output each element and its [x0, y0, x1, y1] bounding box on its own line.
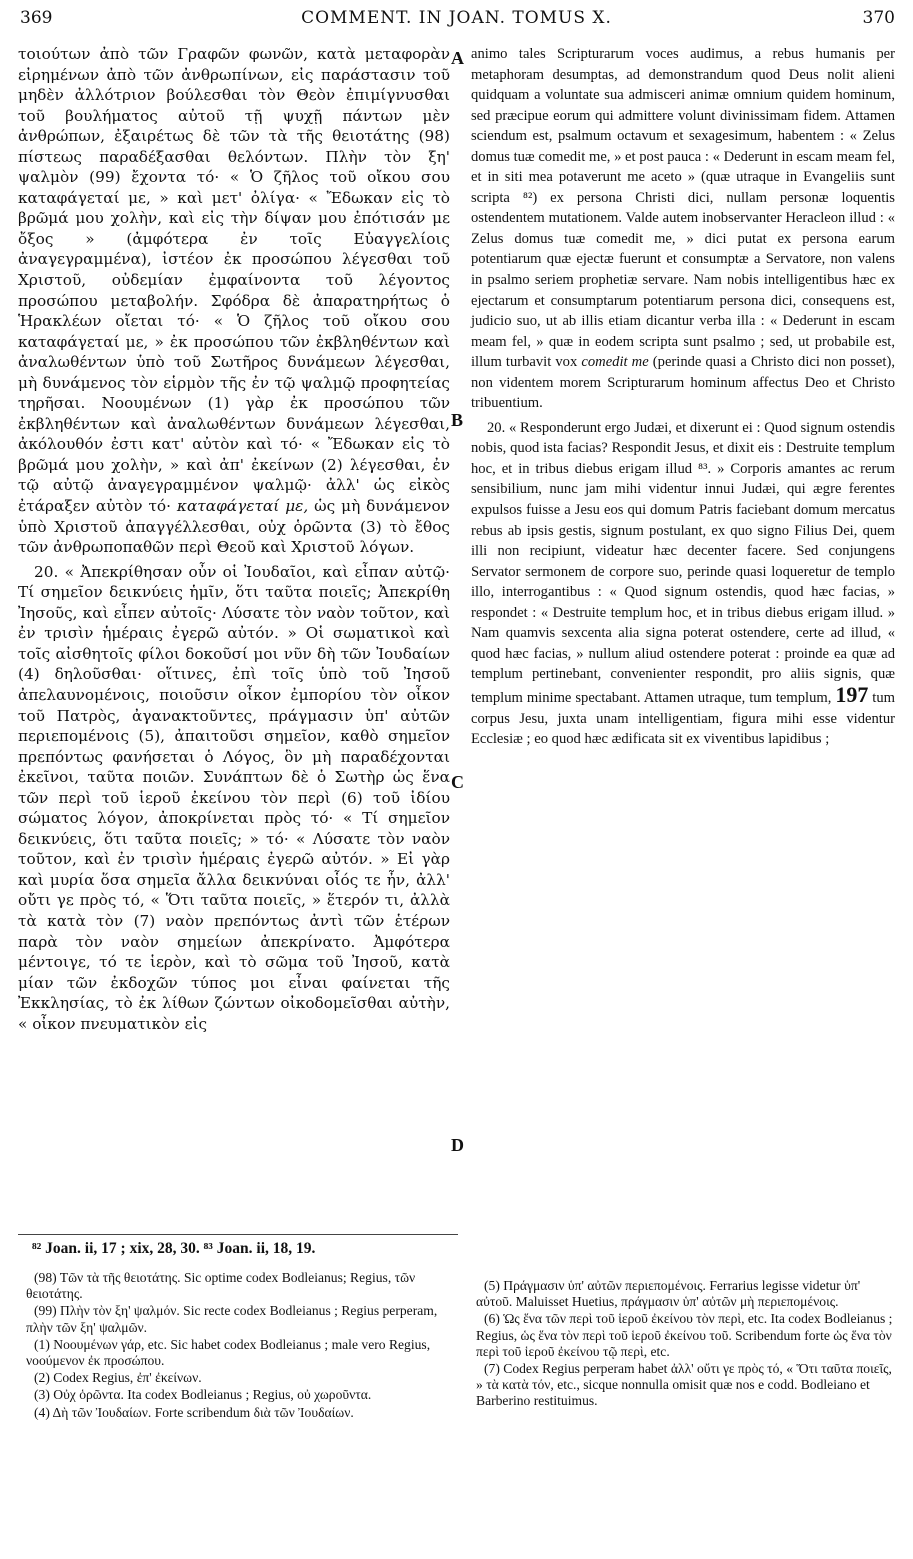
margin-mark-a: A	[451, 48, 464, 68]
latin-italic: comedit me	[581, 354, 649, 371]
footnote: (3) Οὐχ ὁρῶντα. Ita codex Bodleianus ; Regius, οὐ χωροῦντα.	[34, 1387, 372, 1403]
greek-paragraph-2: 20. « Ἀπεκρίθησαν οὖν οἱ Ἰουδαῖοι, καὶ εἶπαν αὐτῷ· Τί σημεῖον δεικνύεις ἡμῖν, ὅτι ταῦτα ποιεῖς; Ἀπεκρίθη Ἰησοῦς, καὶ εἶπεν αὐτοῖς· Λύσατε τὸν ναὸν τοῦτον, καὶ ἐν τρισὶν ἡμέραις ἐγερῶ αὐτόν. » Οἱ σωματικοὶ καὶ τοῖς αἰσθητοῖς φίλοι δοκοῦσί μοι νῦν δὴ τῶν Ἰουδαίων (4) δηλοῦσθαι· οἵτινες, ἐπὶ τοῖς ὑπὸ τοῦ Ἰησοῦ ἀπελαυνομένοις, ποιοῦσιν οἶκον ἐμπορίου τὸν οἶκον τοῦ Πατρὸς, ἀγανακτοῦντες, πράγμασιν ὑπ' αὐτῶν περιεπομένοις (5), ἀπαιτοῦσι σημεῖον, καθὸ σημεῖον πρεπόντως φανήσεται ὁ Λόγος, ὃν μὴ παραδέχονται ἐκεῖνοι, ταῦτα ποιῶν. Συνάπτων δὲ ὁ Σωτὴρ ὡς ἕνα τῶν περὶ τοῦ ἱεροῦ ἐκείνου τὸν περὶ (6) τοῦ ἰδίου σώματος λόγον, ἀποκρίνεται πρὸς τό· « Τί σημεῖον δεικνύεις, ὅτι ταῦτα ποιεῖς; » τό· « Λύσατε τὸν ναὸν τοῦτον, καὶ ἐν τρισὶν ἡμέραις ἐγερῶ αὐτόν. » Εἰ γὰρ καὶ μυρία ὅσα σημεῖα ἄλλα δεικνύναι οἷός τε ἦν, ἀλλ' οὔτι γε πρὸς τό, « Ὅτι ταῦτα ποιεῖς, » ἕτερόν τι, ἀλλὰ τὰ κατὰ τὸν (7) ναὸν πρεπόντως ἀντὶ τῶν ἑτέρων παρὰ τὸν ναὸν σημείων ἀπεκρίνατο. Ἀμφότερα μέντοιγε, τό τε ἱερὸν, καὶ τὸ σῶμα τοῦ Ἰησοῦ, κατὰ μίαν τῶν ἐκδοχῶν τύπος μοι εἶναι φαίνεται τῆς Ἐκκλησίας, τὸ ἐκ λίθων ζώντων οἰκοδομεῖσθαι αὐτὴν, « οἶκον πνευματικὸν εἰς	[18, 562, 450, 1033]
latin-paragraph-2	[471, 418, 895, 750]
latin-paragraph-1	[471, 44, 895, 414]
greek-column	[18, 44, 450, 1034]
footnote: (6) Ὡς ἕνα τῶν περὶ τοῦ ἱεροῦ ἐκείνου τὸν περὶ, etc. Ita codex Bodleianus ; Regius, ὡς ἕνα τὸν περὶ τοῦ ἱεροῦ ἐκείνου τοῦ. Scribendum forte ὡς ἕνα τὸν περὶ τοῦ ἱεροῦ ἐκείνου τῷ περὶ, etc.	[476, 1311, 893, 1359]
margin-mark-b: B	[451, 410, 464, 430]
footnote: (7) Codex Regius perperam habet ἀλλ' οὔτι γε πρὸς τό, « Ὅτι ταῦτα ποιεῖς, » τὰ κατὰ τόν, etc., sicque nonnulla omisit quæ nos e codd. Bodleiano et Barberino restituimus.	[476, 1361, 892, 1409]
latin-text-2a: 20. « Responderunt ergo Judæi, et dixerunt ei : Quod signum ostendis nobis, quod ista facias? Respondit Jesus, et dixit eis : Destruite templum hoc, et in tribus diebus erigam illud ⁸³. » Corporis amantes ac rerum sensibilium, nunc jam mihi videntur innui Judæi, qui ægre ferentes expulsos fuisse a Jesu eos qui domum Patris faciebant domum mercatus rebus ab ipsis gestis, signum postulant, ex quo signo Filius Dei, quem illi non recipiunt, videatur hæc decenter facere. Sed conjungens Servator sermonem de corpore suo, perinde quasi loqueretur de templo illo, interrogantibus : « Quod signum ostendis, quod hæc facias, » respondet : « Destruite templum hoc, et in tribus diebus erigam illud. » Nam quamvis sexcenta alia signa poterat ostendere, certe ad illud, « quod hæc facias, » nullum aliud ostendere poterat : proinde ea quæ ad templum pertinebant, convenienter respondit, pro aliis signis, quæ templum minime spectabant. Attamen utraque, tum templum,	[471, 419, 895, 706]
footnote: (98) Τῶν τὰ τῆς θειοτάτης. Sic optime codex Bodleianus; Regius, τῶν θειοτάτης.	[26, 1270, 416, 1302]
latin-text: animo tales Scripturarum voces audimus, a rebus humanis per metaphoram desumptas, ad demonstrandum quod Deus nolit alieni quidquam a voluntate sua admisceri animæ omnium quidem hominum, sed præcipue eorum qui admittere volunt divinissimam fidem. Attamen sciendum est, psalmum octavum et sexagesimum, habentem : « Zelus domus tuæ comedit me, » et post pauca : « Dederunt in escam meam fel, et in siti mea potaverunt me aceto » (quæ utraque in Evangeliis sunt scripta ⁸²) ex persona Christi dici, nullam personæ loquentis ostendentem mutationem. Valde autem inobservanter Heracleon illud : « Zelus domus tuæ comedit me, » dici putat ex persona earum potentiarum quæ ejectæ fuerunt et consumptæ a Servatore, non valens in psalmo seriem prophetiæ servare. Nam nobis intelligentibus hæc ex ejectarum et consumptarum potentiarum persona dici, consequens est, judicio suo, ut ab illis etiam dicantur verba illa : « Dederunt in escam meam fel, » quæ in eodem scripta sunt psalmo ; sed, ut probabile est, illum turbavit vox	[471, 46, 895, 371]
footnotes-left	[26, 1270, 456, 1422]
latin-text-2b: tum corpus Jesu, juxta unam intelligentiam, figura mihi esse videntur Ecclesiæ ; eo quod hæc ædificata sit ex viventibus lapidibus ;	[471, 689, 895, 748]
greek-italic: καταφάγεταί με,	[176, 497, 309, 516]
greek-text-end: ὡς μὴ δυνάμενον ὑπὸ Χριστοῦ ἀπαγγέλλεσθαι, οὐχ ὁρῶντα (3) τὸ ἔθος τῶν ἀνθρωποπαθῶν περὶ Θεοῦ καὶ Χριστοῦ λόγων.	[18, 497, 450, 557]
footnote: (1) Νοουμένων γάρ, etc. Sic habet codex Bodleianus ; male vero Regius, νοούμενον ἐκ προσώπου.	[26, 1336, 431, 1369]
running-title: COMMENT. IN JOAN. TOMUS X.	[301, 8, 612, 28]
latin-text-end: (perinde quasi a Christo dici non posset), non videntem morem Scripturarum hominum affectus Deo et Christo tribuentium.	[471, 354, 895, 412]
footnotes-right	[476, 1278, 896, 1411]
latin-column	[471, 44, 895, 750]
footnote: (99) Πλὴν τὸν ξη' ψαλμόν. Sic recte codex Bodleianus ; Regius perperam, πλὴν τῶν ξη' ψαλμῶν.	[26, 1303, 438, 1335]
footnote: (5) Πράγμασιν ὑπ' αὐτῶν περιεπομένοις. Ferrarius legisse videtur ὑπ' αὐτοῦ. Maluisset Huetius, πράγμασιν ὑπ' αὐτῶν μὴ περιεπομένοις.	[476, 1278, 861, 1310]
scripture-references: ⁸² Joan. ii, 17 ; xix, 28, 30. ⁸³ Joan. ii, 18, 19.	[32, 1240, 316, 1257]
page-number-left: 369	[20, 8, 53, 28]
page-header	[0, 8, 913, 34]
footnote: (4) Δὴ τῶν Ἰουδαίων. Forte scribendum διὰ τῶν Ἰουδαίων.	[34, 1404, 354, 1420]
column-number: 197	[835, 681, 869, 707]
margin-mark-d: D	[451, 1135, 464, 1155]
footnote: (2) Codex Regius, ἐπ' ἐκείνων.	[34, 1370, 202, 1386]
margin-mark-c: C	[451, 772, 464, 792]
page-number-right: 370	[862, 8, 895, 28]
divider-rule	[18, 1234, 458, 1235]
greek-paragraph-1	[18, 44, 450, 558]
greek-text: τοιούτων ἀπὸ τῶν Γραφῶν φωνῶν, κατὰ μεταφορὰν εἰρημένων ἀπὸ τῶν ἀνθρωπίνων, εἰς παράστασιν τοῦ μηδὲν ἀλλότριον βούλεσθαι τὸν Θεὸν ἐπιμίγνυσθαι τοῦ βουλήματος αὐτοῦ τῇ ψυχῇ πάντων μὲν ἀνθρώπων, ἐξαιρέτως δὲ τῶν τὰ τῆς θειοτάτης (98) πίστεως παραδέξασθαι θελόντων. Πλὴν τὸν ξη' ψαλμὸν (99) ἔχοντα τό· « Ὁ ζῆλος τοῦ οἴκου σου καταφάγεταί με, » καὶ μετ' ὀλίγα· « Ἔδωκαν εἰς τὸ βρῶμά μου χολὴν, καὶ εἰς τὴν δίψαν μου ἐπότισάν με ὄξος » (ἀμφότερα ἐν τοῖς Εὐαγγελίοις ἀναγεγραμμένα), ἰστέον ἐκ προσώπου λέγεσθαι τοῦ Χριστοῦ, οὐδεμίαν ἐμφαίνοντα τοῦ λέγοντος προσώπου μεταβολήν. Σφόδρα δὲ ἀπαρατηρήτως ὁ Ἡρακλέων οἴεται τό· « Ὁ ζῆλος τοῦ οἴκου σου καταφάγεταί με, » ἐκ προσώπου τῶν ἐκβληθέντων καὶ ἀναλωθέντων ὑπὸ τοῦ Σωτῆρος δυνάμεων λέγεσθαι, μὴ δυνάμενος τὸν εἱρμὸν τῆς ἐν τῷ ψαλμῷ προφητείας τηρῆσαι. Νοουμένων (1) γὰρ ἐκ προσώπου τῶν ἐκβληθέντων καὶ ἀναλωθέντων δυνάμεων λέγεσθαι, ἀκόλουθόν ἐστι κατ' αὐτὸν καὶ τό· « Ἔδωκαν εἰς τὸ βρῶμά μου χολὴν, » καὶ ἀπ' ἐκείνων (2) λέγεσθαι, ἐν τῷ αὐτῷ ἀναγεγραμμένον ψαλμῷ· ἀλλ' ὡς εἰκὸς ἐτάραξεν αὐτὸν τό·	[18, 45, 450, 516]
